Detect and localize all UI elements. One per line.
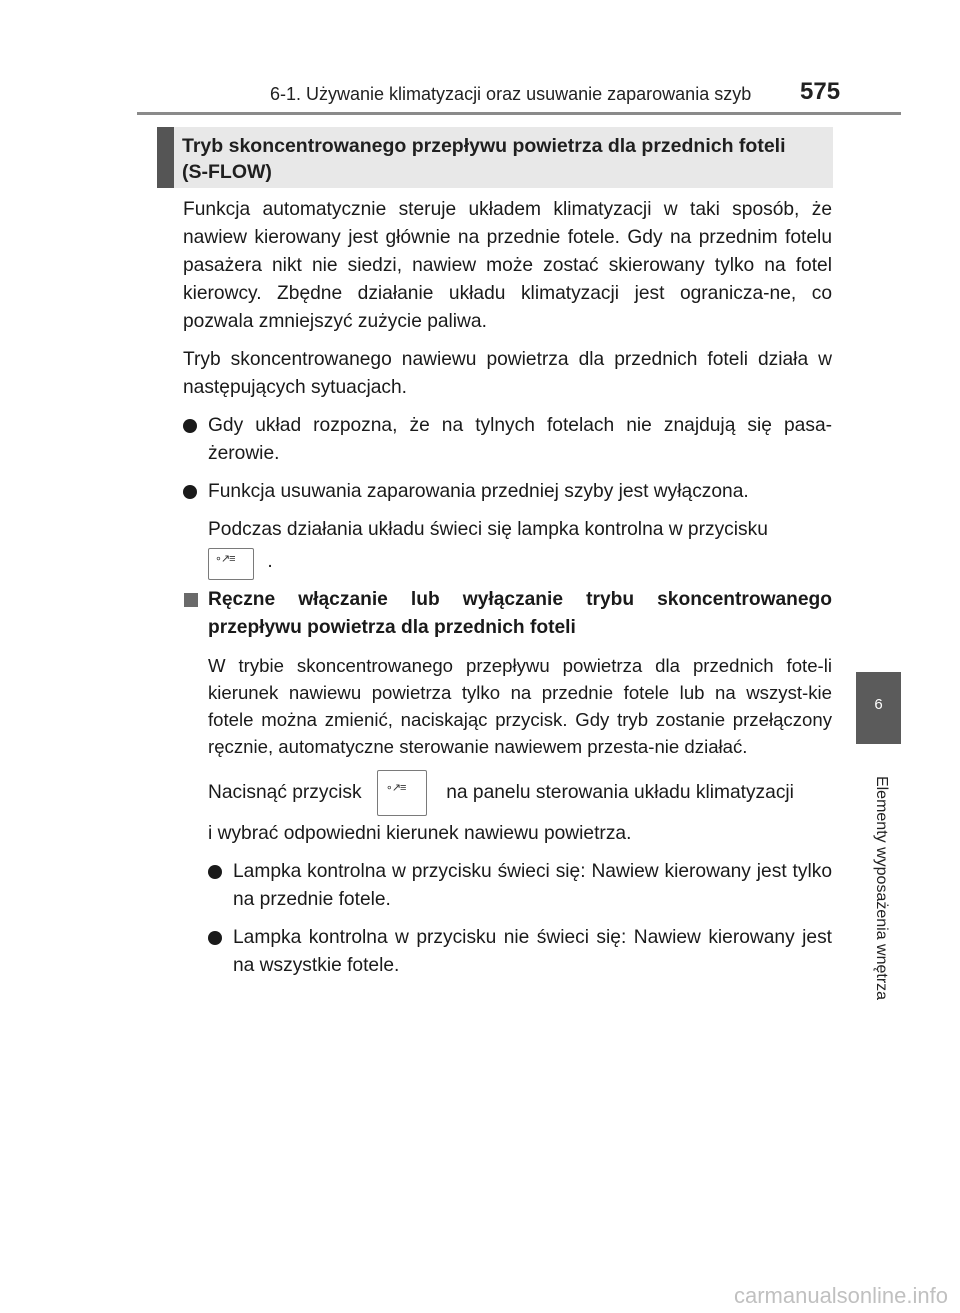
watermark: carmanualsonline.info [733, 1283, 948, 1308]
section-title-bar [157, 127, 833, 188]
s-flow-symbol: ∘↗≡ [215, 553, 235, 565]
bullet-dot-icon [208, 931, 222, 945]
manual-heading [183, 586, 832, 642]
indicator-note-suffix: . [267, 551, 273, 573]
s-flow-button-icon [377, 770, 427, 816]
bullet-dot-icon [183, 485, 197, 499]
intro-paragraph-2: Tryb skoncentrowanego nawiewu powietrza dla przednich foteli działa w następujących sytuacjach. [183, 349, 832, 398]
section-title-line-2: (S-FLOW) [182, 161, 272, 183]
indicator-note [208, 516, 832, 580]
s-flow-button-icon [208, 548, 254, 580]
press-after-text: na panelu sterowania układu klimatyzacji [446, 782, 794, 804]
main-content [183, 196, 832, 990]
square-bullet-icon [184, 593, 198, 607]
manual-body: W trybie skoncentrowanego przepływu powietrza dla przednich fote-li kierunek nawiewu powietrza tylko na przednie fotele lub na wszyst-kie fotele można zmienić, naciskając przycisk. Gdy tryb zostanie przełączony ręcznie, automatyczne sterowanie nawiewem przesta-nie działać. [208, 655, 832, 757]
chapter-tab [856, 672, 901, 744]
condition-text: Gdy układ rozpozna, że na tylnych fotelach nie znajdują się pasa-żerowie. [208, 415, 832, 464]
condition-item [183, 478, 832, 506]
header-divider [137, 112, 901, 115]
page-number: 575 [800, 78, 841, 105]
state-item [208, 858, 832, 914]
s-flow-symbol: ∘↗≡ [385, 782, 406, 794]
state-text: Lampka kontrolna w przycisku świeci się: Nawiew kierowany jest tylko na przednie fotele. [233, 861, 832, 910]
manual-heading-text: Ręczne włączanie lub wyłączanie trybu skoncentrowanego przepływu powietrza dla przednich foteli [208, 589, 832, 638]
intro-paragraph-1: Funkcja automatycznie steruje układem klimatyzacji w taki sposób, że nawiew kierowany jest głównie na przednie fotele. Gdy na przednim fotelu pasażera nikt nie siedzi, nawiew może zostać skierowany tylko na fotel kierowcy. Zbędne działanie układu klimatyzacji jest ogranicza-ne, co pozwala zmniejszyć zużycie paliwa. [183, 199, 832, 332]
indicator-note-text: Podczas działania układu świeci się lampka kontrolna w przycisku [208, 519, 768, 540]
bullet-dot-icon [208, 865, 222, 879]
state-item [208, 924, 832, 980]
bullet-dot-icon [183, 419, 197, 433]
condition-text: Funkcja usuwania zaparowania przedniej szyby jest wyłączona. [208, 481, 749, 502]
section-title-line-1: Tryb skoncentrowanego przepływu powietrza dla przednich foteli [182, 135, 786, 157]
condition-item [183, 412, 832, 468]
press-before-text: Nacisnąć przycisk [208, 782, 362, 804]
running-header: 6-1. Używanie klimatyzacji oraz usuwanie zaparowania szyb [270, 84, 752, 104]
chapter-number: 6 [874, 696, 883, 713]
chapter-label-text: Elementy wyposażenia wnętrza [873, 775, 890, 1001]
chapter-label [866, 752, 896, 1024]
press-instruction-line-2: i wybrać odpowiedni kierunek nawiewu powietrza. [208, 823, 632, 844]
press-instruction [208, 770, 832, 816]
state-text: Lampka kontrolna w przycisku nie świeci się: Nawiew kierowany jest na wszystkie fotele. [233, 927, 832, 976]
